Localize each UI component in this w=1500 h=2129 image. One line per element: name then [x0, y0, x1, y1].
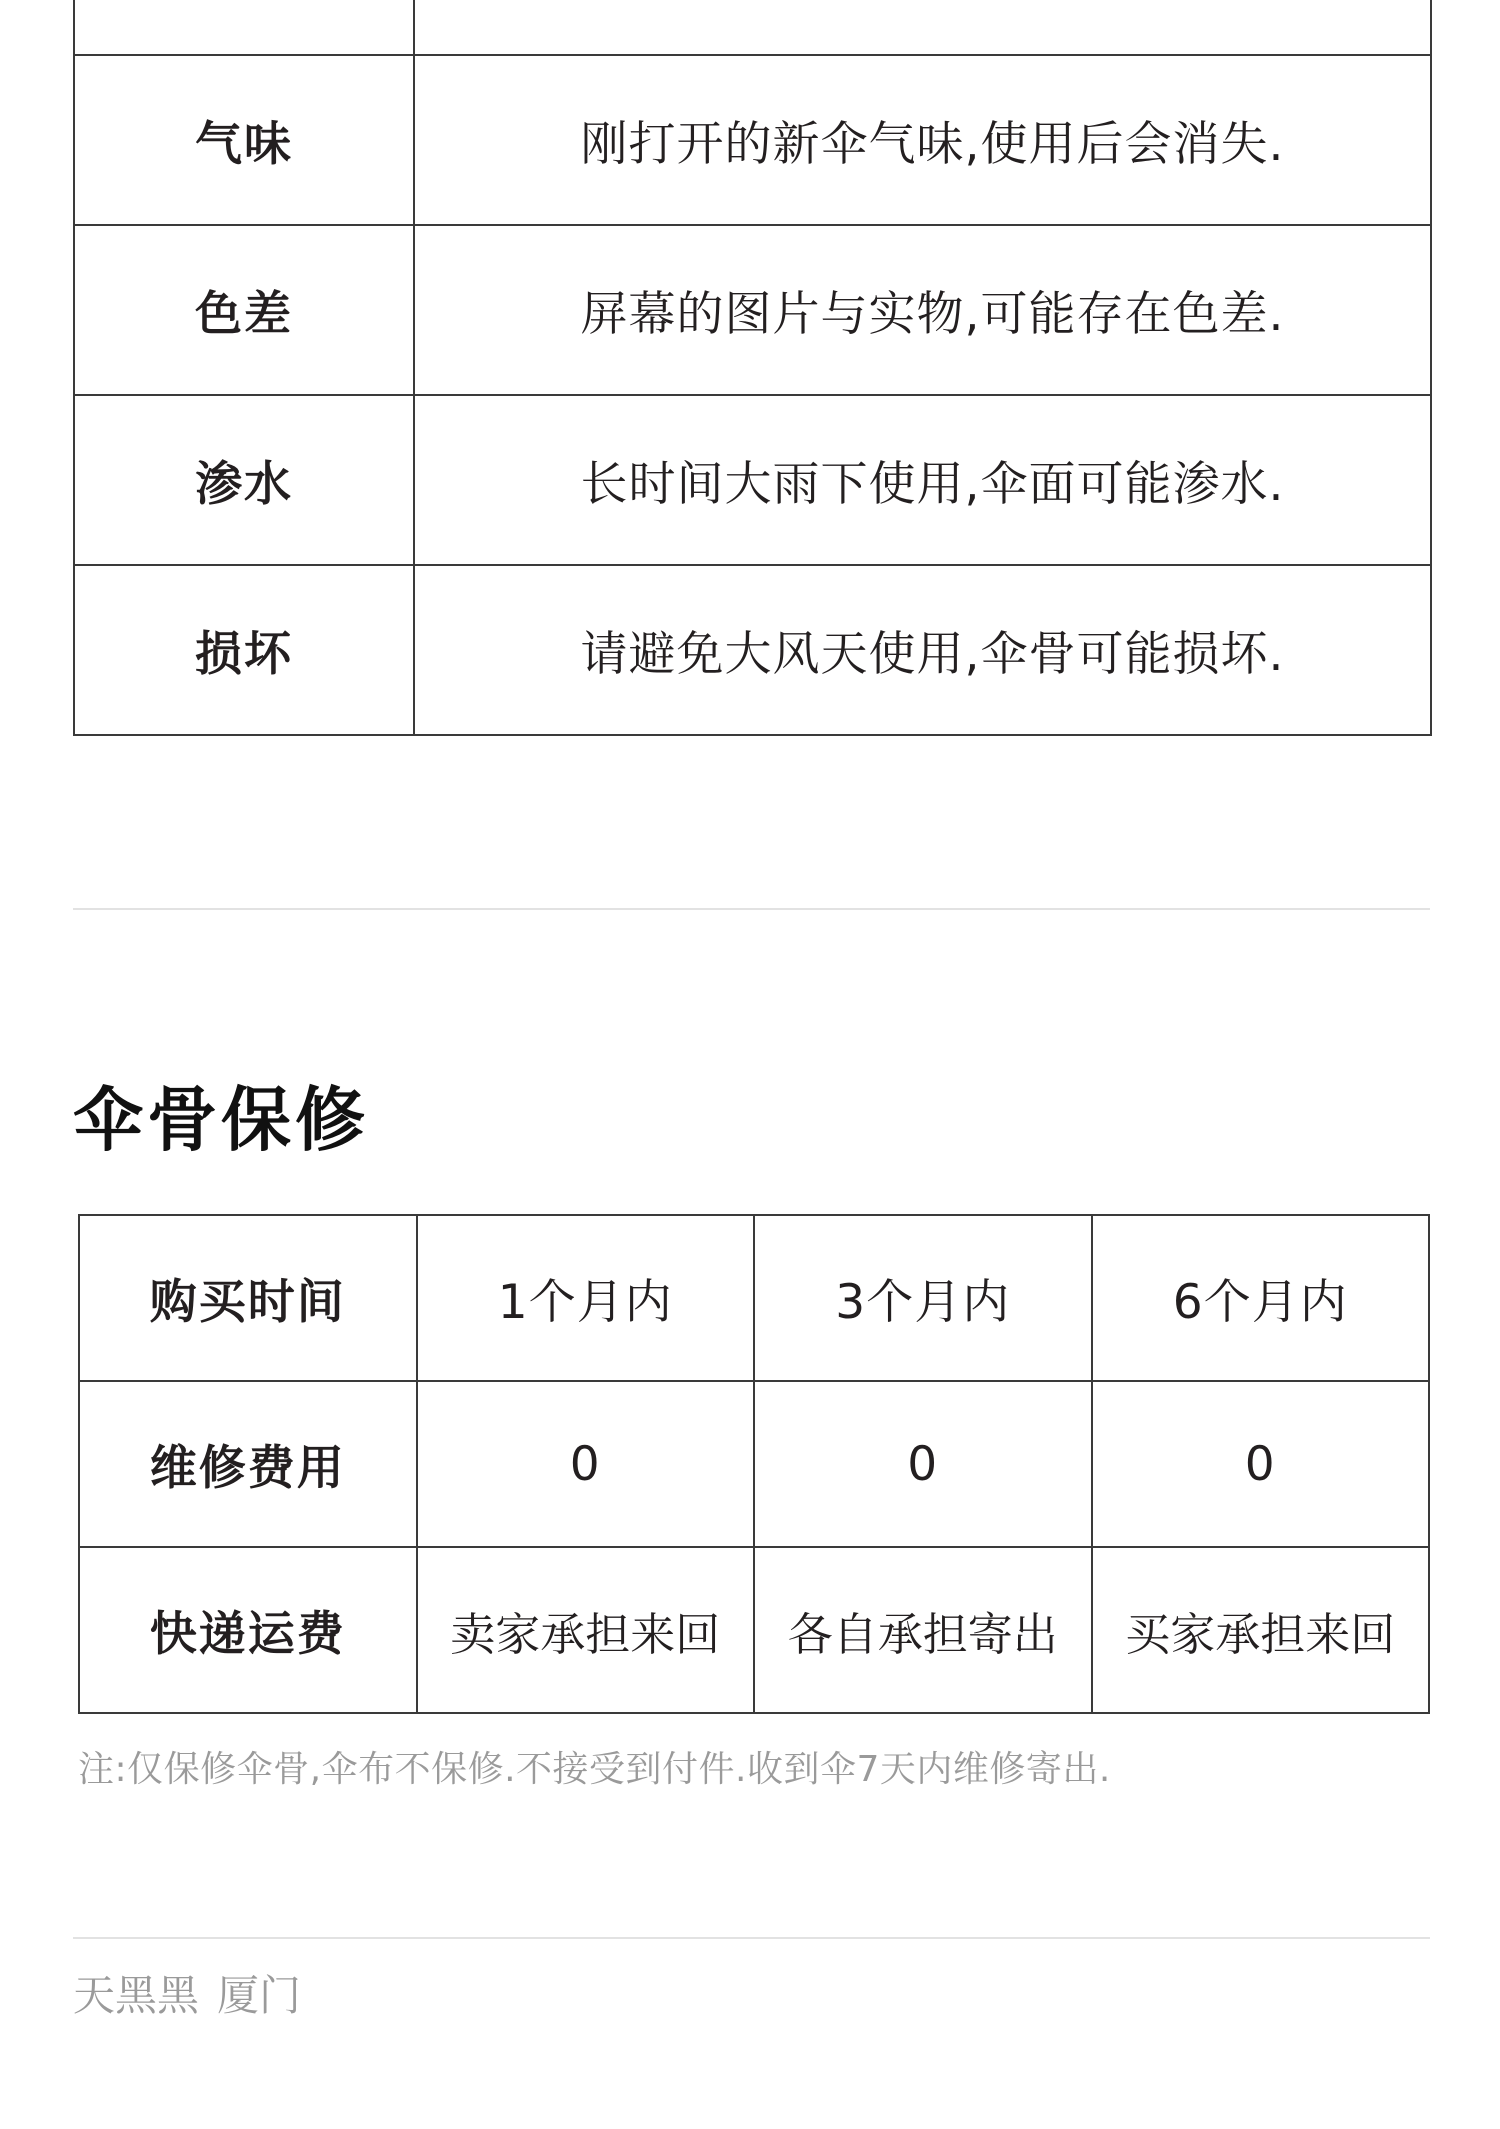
footer-divider	[73, 1937, 1430, 1939]
notice-table	[73, 0, 1432, 736]
warranty-row-header: 快递运费	[79, 1547, 417, 1713]
warranty-cell: 0	[754, 1381, 1092, 1547]
warranty-section-title: 伞骨保修	[73, 1079, 369, 1161]
warranty-cell: 0	[417, 1381, 755, 1547]
footer	[73, 1970, 301, 2022]
footer-city: 厦门	[217, 1971, 302, 2020]
warranty-table	[78, 1214, 1430, 1714]
notice-row-smell	[74, 55, 1431, 225]
warranty-cell: 6个月内	[1092, 1215, 1430, 1381]
warranty-cell: 买家承担来回	[1092, 1547, 1430, 1713]
notice-label: 气味	[74, 55, 414, 225]
warranty-row-shipping-fee	[79, 1547, 1429, 1713]
notice-description: 长时间大雨下使用,伞面可能渗水.	[414, 395, 1431, 565]
warranty-cell: 3个月内	[754, 1215, 1092, 1381]
notice-label: 渗水	[74, 395, 414, 565]
warranty-cell: 1个月内	[417, 1215, 755, 1381]
notice-row-leakage	[74, 395, 1431, 565]
warranty-cell: 各自承担寄出	[754, 1547, 1092, 1713]
warranty-row-purchase-time	[79, 1215, 1429, 1381]
notice-row-color-difference	[74, 225, 1431, 395]
warranty-cell: 卖家承担来回	[417, 1547, 755, 1713]
warranty-row-repair-fee	[79, 1381, 1429, 1547]
footer-brand: 天黑黑	[73, 1971, 200, 2020]
notice-label: 色差	[74, 225, 414, 395]
notice-description: 屏幕的图片与实物,可能存在色差.	[414, 225, 1431, 395]
warranty-row-header: 维修费用	[79, 1381, 417, 1547]
notice-row-partial	[74, 0, 1431, 55]
warranty-cell: 0	[1092, 1381, 1430, 1547]
section-divider	[73, 908, 1430, 910]
warranty-note: 注:仅保修伞骨,伞布不保修.不接受到付件.收到伞7天内维修寄出.	[78, 1749, 1111, 1790]
notice-description: 请避免大风天使用,伞骨可能损坏.	[414, 565, 1431, 735]
notice-row-damage	[74, 565, 1431, 735]
notice-description: 刚打开的新伞气味,使用后会消失.	[414, 55, 1431, 225]
warranty-row-header: 购买时间	[79, 1215, 417, 1381]
notice-label: 损坏	[74, 565, 414, 735]
